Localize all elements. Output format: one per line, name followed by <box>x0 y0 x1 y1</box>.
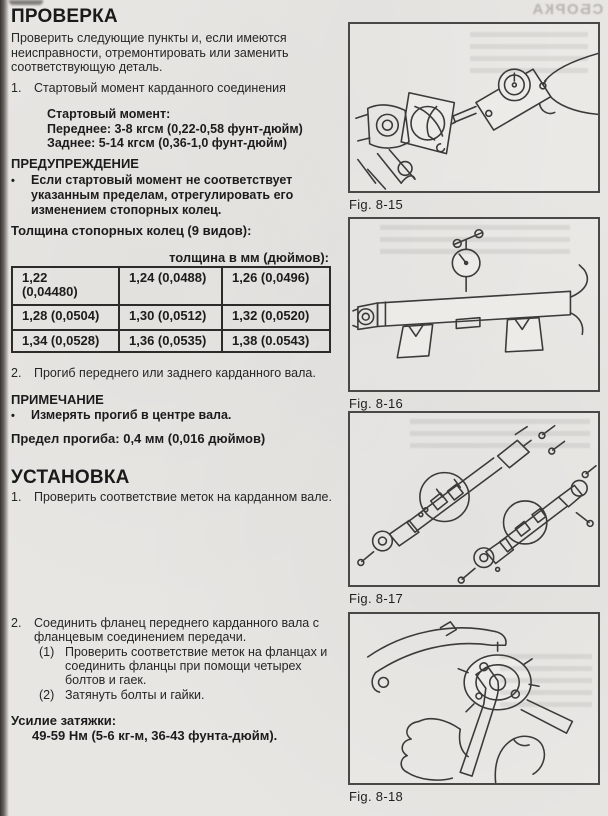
item-text: Прогиб переднего или заднего карданного вала. <box>34 366 316 380</box>
inspection-item-2 <box>11 366 336 381</box>
spec-heading: Стартовый момент: <box>47 107 171 121</box>
torque-gauge-drawing <box>350 24 598 191</box>
snap-ring-thickness-label: Толщина стопорных колец (9 видов): <box>11 223 252 238</box>
table-cell: 1,32 (0,0520) <box>222 305 330 330</box>
figure-caption: Fig. 8-17 <box>349 591 404 606</box>
table-cell: 1,28 (0,0504) <box>12 305 119 330</box>
runout-limit-spec: Предел прогиба: 0,4 мм (0,016 дюймов) <box>11 431 266 446</box>
table-cell: 1,34 (0,0528) <box>12 330 119 352</box>
bleed-through-header-text: СБОРКА <box>530 1 603 18</box>
item-number: 1. <box>11 490 22 504</box>
warning-title: ПРЕДУПРЕЖДЕНИЕ <box>11 156 139 171</box>
scan-shadow-left-edge <box>0 0 9 816</box>
table-cell: 1,38 (0.0543) <box>222 330 330 352</box>
sub-item-number: (2) <box>39 687 55 702</box>
wrench-tightening-drawing <box>350 614 598 783</box>
table-cell: 1,24 (0,0488) <box>119 267 222 305</box>
spec-rear-value: Заднее: 5-14 кгсм (0,36-1,0 фунт-дюйм) <box>47 136 288 151</box>
fig-8-15-illustration <box>348 22 600 193</box>
figure-caption: Fig. 8-18 <box>349 789 404 804</box>
table-row <box>12 330 330 352</box>
item-text: Стартовый момент карданного соединения <box>34 81 286 95</box>
figure-caption: Fig. 8-15 <box>349 197 404 212</box>
table-cell: 1,30 (0,0512) <box>119 305 222 330</box>
installation-item-2 <box>11 617 341 702</box>
table-cell <box>12 267 119 305</box>
fig-8-17-illustration <box>348 411 600 587</box>
fig-8-18-illustration <box>348 612 600 785</box>
fig-8-16-illustration <box>348 217 600 392</box>
sub-item-number: (1) <box>39 644 55 659</box>
tightening-torque-heading: Усилие затяжки: <box>11 713 117 728</box>
tightening-torque-value: 49-59 Нм (5-6 кг-м, 36-43 фунта-дюйм). <box>32 728 278 743</box>
dial-indicator-drawing <box>350 219 598 390</box>
thickness-table-caption: толщина в мм (дюймов): <box>169 250 329 265</box>
scan-smudge <box>9 0 43 5</box>
inspection-section-title: ПРОВЕРКА <box>11 6 118 27</box>
spec-front-value: Переднее: 3-8 кгсм (0,22-0,58 фунт-дюйм) <box>47 121 303 136</box>
thickness-table <box>11 266 331 353</box>
sub-item-text: Затянуть болты и гайки. <box>65 687 205 702</box>
table-cell: 1,26 (0,0496) <box>222 267 330 305</box>
item-number: 2. <box>11 616 22 630</box>
installation-section-title: УСТАНОВКА <box>11 467 130 488</box>
inspection-item-1 <box>11 81 336 96</box>
bullet-icon: • <box>11 410 15 422</box>
inspection-intro-paragraph: Проверить следующие пункты и, если имеются неисправности, отремонтировать или заменить соответствующую деталь. <box>11 31 289 75</box>
item-number: 2. <box>11 366 22 380</box>
note-text: Измерять прогиб в центре вала. <box>31 408 232 422</box>
figure-caption: Fig. 8-16 <box>349 396 404 411</box>
installation-item-1 <box>11 490 341 505</box>
cell-value: (0,04480) <box>22 284 78 299</box>
item-text: Проверить соответствие меток на карданном вале. <box>34 490 332 504</box>
note-item <box>11 408 323 424</box>
sub-item-text: Проверить соответствие меток на фланцах и соединить фланцы при помощи четырех болтов и гаек. <box>65 644 328 687</box>
table-row <box>12 267 330 305</box>
item-text: Соединить фланец переднего карданного вала с фланцевым соединением передачи. <box>34 616 319 644</box>
cell-value: 1,22 <box>22 270 48 285</box>
table-cell: 1,36 (0,0535) <box>119 330 222 352</box>
warning-item <box>11 173 323 217</box>
propeller-shaft-drawing <box>350 413 598 585</box>
note-title: ПРИМЕЧАНИЕ <box>11 392 104 407</box>
table-row <box>12 305 330 330</box>
item-number: 1. <box>11 81 22 95</box>
bullet-icon: • <box>11 175 15 187</box>
warning-text: Если стартовый момент не соответствует указанным пределам, отрегулировать его изменением стопорных колец. <box>31 173 294 217</box>
starting-torque-spec <box>11 107 331 151</box>
